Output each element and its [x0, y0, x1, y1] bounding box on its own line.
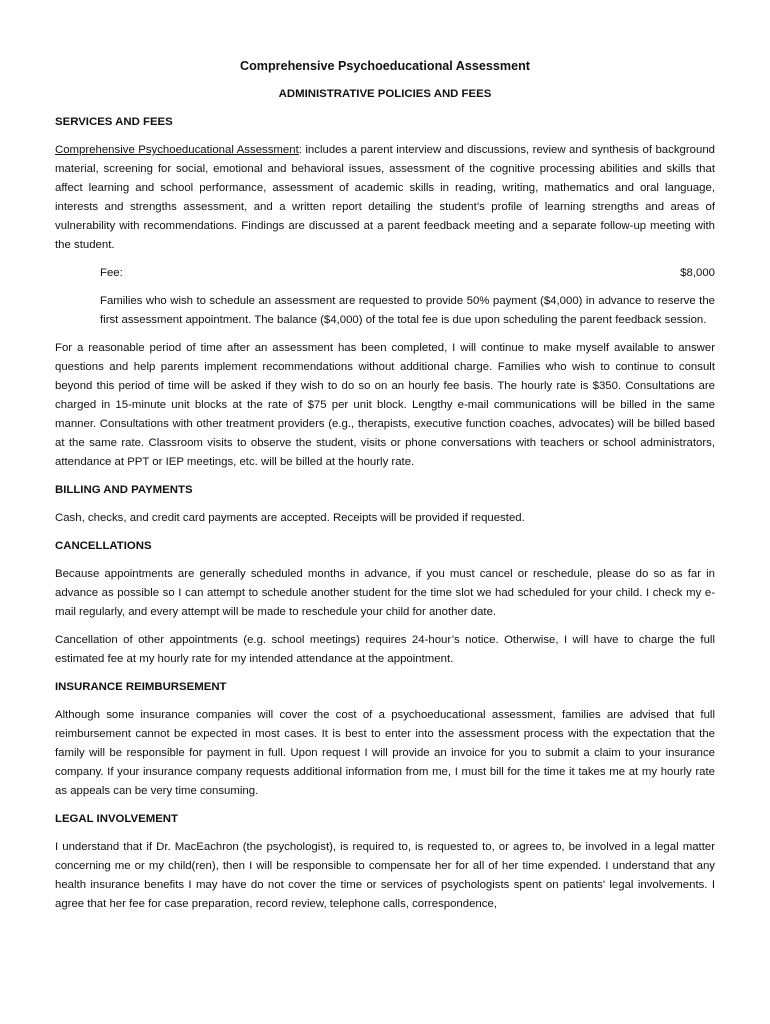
assessment-text: : includes a parent interview and discussions, review and synthesis of background material, screening for social, emotional and behavioral issues, assessment of the cognitive processing abilities and skills that affect learning and school performance, assessment of academic skills in reading, writing, mathematics and oral language, interests and strengths assessment, and a written report detailing the student’s profile of learning strengths and areas of vulnerability with recommendations. Findings are discussed at a parent feedback meeting and a separate follow-up meeting with the student. — [55, 144, 715, 251]
document-page — [55, 56, 715, 923]
cancellations-heading: CANCELLATIONS — [55, 540, 152, 552]
cancellations-paragraph-1: Because appointments are generally scheduled months in advance, if you must cancel or reschedule, please do so as far in advance as possible so I can attempt to schedule another student for the time slot we had scheduled for your child. I check my e-mail regularly, and every attempt will be made to reschedule your child for another date. — [55, 568, 715, 618]
fee-label: Fee: — [100, 267, 123, 279]
assessment-paragraph — [55, 141, 715, 255]
document-title: Comprehensive Psychoeducational Assessment — [240, 59, 530, 73]
insurance-heading: INSURANCE REIMBURSEMENT — [55, 681, 227, 693]
document-subtitle: ADMINISTRATIVE POLICIES AND FEES — [278, 88, 492, 100]
insurance-paragraph: Although some insurance companies will cover the cost of a psychoeducational assessment, families are advised that full reimbursement cannot be expected in most cases. It is best to enter into the assessment process with the expectation that the family will be responsible for payment in full. Upon request I will provide an invoice for you to submit a claim to your insurance company. If your insurance company requests additional information from me, I must bill for the time it takes me at my hourly rate as appeals can be very time consuming. — [55, 709, 715, 797]
billing-paragraph: Cash, checks, and credit card payments are accepted. Receipts will be provided if requested. — [55, 512, 525, 524]
cancellations-paragraph-2: Cancellation of other appointments (e.g. school meetings) requires 24-hour’s notice. Otherwise, I will have to charge the full estimated fee at my hourly rate for my intended attendance at the appointment. — [55, 634, 715, 665]
fee-row — [55, 264, 715, 283]
services-heading: SERVICES AND FEES — [55, 116, 173, 128]
assessment-label: Comprehensive Psychoeducational Assessment — [55, 144, 299, 156]
fee-value: $8,000 — [680, 267, 715, 279]
legal-paragraph: I understand that if Dr. MacEachron (the psychologist), is required to, is requested to, or agrees to, be involved in a legal matter concerning me or my child(ren), then I will be responsible to compensate her for all of her time expended. I understand that any health insurance benefits I may have do not cover the time or services of psychologists spent on patients' legal involvements. I agree that her fee for case preparation, record review, telephone calls, correspondence, — [55, 841, 715, 910]
legal-heading: LEGAL INVOLVEMENT — [55, 813, 178, 825]
payment-paragraph: Families who wish to schedule an assessment are requested to provide 50% payment ($4,000) in advance to reserve the first assessment appointment. The balance ($4,000) of the total fee is due upon scheduling the parent feedback session. — [100, 295, 715, 326]
billing-heading: BILLING AND PAYMENTS — [55, 484, 193, 496]
followup-paragraph: For a reasonable period of time after an assessment has been completed, I will continue to make myself available to answer questions and help parents implement recommendations without additional charge. Families who wish to continue to consult beyond this period of time will be asked if they wish to do so on an hourly fee basis. The hourly rate is $350. Consultations are charged in 15-minute unit blocks at the rate of $75 per unit block. Lengthy e-mail communications will be billed in the same manner. Consultations with other treatment providers (e.g., therapists, executive function coaches, advocates) will be billed based at the same rate. Classroom visits to observe the student, visits or phone conversations with teachers or school administrators, attendance at PPT or IEP meetings, etc. will be billed at the hourly rate. — [55, 342, 715, 468]
